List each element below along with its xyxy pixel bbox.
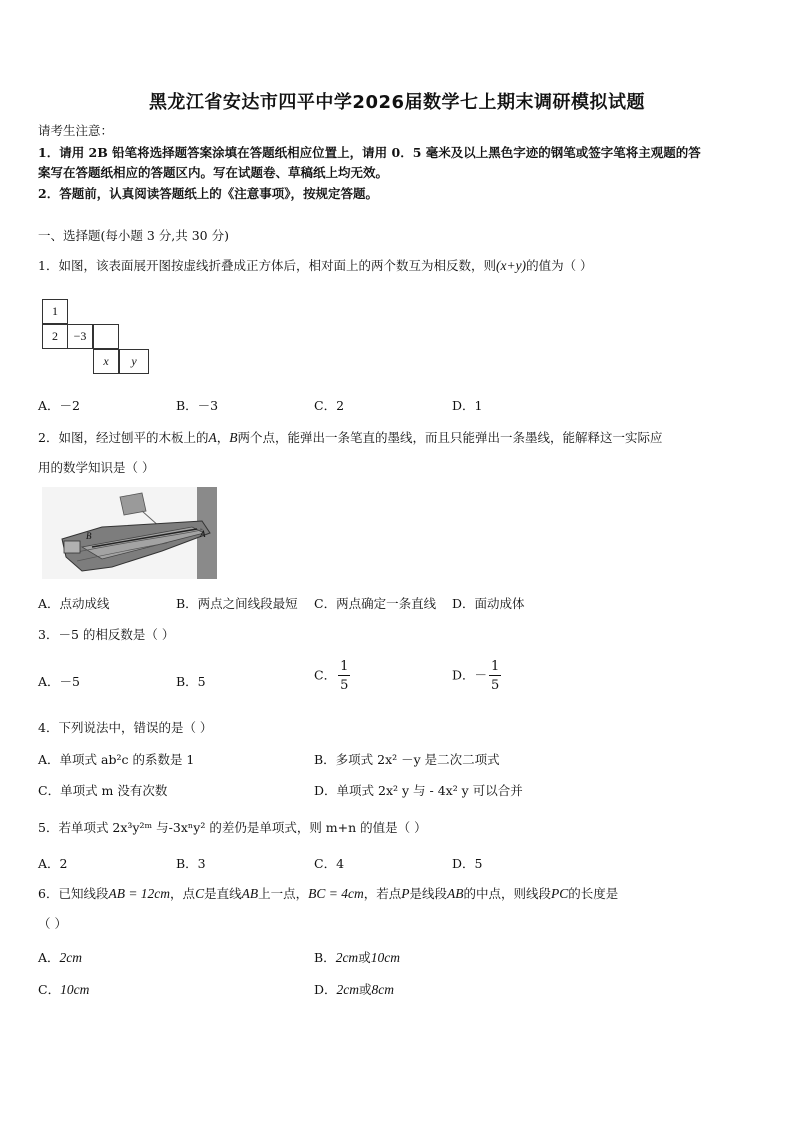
notice-item-2: 2．答题前，认真阅读答题纸上的《注意事项》，按规定答题。 bbox=[38, 186, 378, 201]
question-4-option-d[interactable]: D．单项式 2x² y 与 - 4x² y 可以合并 bbox=[314, 783, 523, 798]
net-cell-x: x bbox=[93, 349, 119, 374]
question-2-text-c: 两个点，能弹出一条笔直的墨线，而且只能弹出一条墨线，能解释这一实际应 bbox=[237, 430, 663, 445]
question-3-option-a[interactable]: A．－5 bbox=[38, 674, 80, 689]
question-6-text-b: ，点 bbox=[170, 886, 196, 901]
net-cell-y: y bbox=[119, 349, 149, 374]
question-2-text-a: 2．如图，经过刨平的木板上的 bbox=[38, 430, 209, 445]
question-5: 5．若单项式 2x³y²ᵐ 与-3xⁿy² 的差仍是单项式，则 m+n 的值是（ ） bbox=[38, 820, 427, 835]
point-b-label: B bbox=[229, 430, 238, 445]
question-4: 4．下列说法中，错误的是（ ） bbox=[38, 720, 213, 735]
question-6-option-c[interactable]: C．10cm bbox=[38, 982, 90, 997]
wooden-board-photo bbox=[42, 487, 217, 579]
notice-item-1-line-2: 案写在答题纸相应的答题区内。写在试题卷、草稿纸上均无效。 bbox=[38, 165, 389, 180]
question-3-option-c[interactable] bbox=[314, 660, 352, 692]
question-1-text-b: 的值为（ ） bbox=[526, 258, 593, 273]
notice-item-1-line-1: 1．请用 2B 铅笔将选择题答案涂填在答题纸相应位置上，请用 0．5 毫米及以上黑色字迹的钢笔或签字笔将主观题的答 bbox=[38, 145, 701, 160]
question-1-text-a: 1．如图，该表面展开图按虚线折叠成正方体后，相对面上的两个数互为相反数，则 bbox=[38, 258, 496, 273]
question-3-option-c-label: C． bbox=[314, 667, 337, 683]
segment-ab-length: AB = 12cm bbox=[108, 886, 171, 901]
question-1-option-c[interactable]: C．2 bbox=[314, 398, 345, 413]
notice-heading: 请考生注意： bbox=[38, 123, 114, 138]
question-5-option-c[interactable]: C．4 bbox=[314, 856, 345, 871]
question-4-option-c[interactable]: C．单项式 m 没有次数 bbox=[38, 783, 168, 798]
net-cell-1: 1 bbox=[42, 299, 68, 324]
question-6-line-1 bbox=[38, 884, 618, 902]
question-3-option-d-label: D．－ bbox=[452, 667, 488, 683]
net-cell-blank bbox=[93, 324, 119, 349]
point-c: C bbox=[195, 886, 205, 901]
net-cell-3: −3 bbox=[67, 324, 93, 349]
question-6-option-a[interactable]: A．2cm bbox=[38, 950, 83, 965]
fraction-one-fifth: $\frac{1}{5}$ bbox=[340, 659, 349, 693]
photo-label-a: A bbox=[200, 529, 206, 539]
question-6-text-a: 6．已知线段 bbox=[38, 886, 109, 901]
question-6-text-g: 是线段 bbox=[409, 886, 447, 901]
question-2-option-d[interactable]: D．面动成体 bbox=[452, 596, 525, 611]
question-1-option-a[interactable]: A．－2 bbox=[38, 398, 80, 413]
segment-pc: PC bbox=[551, 886, 569, 901]
question-1-option-b[interactable]: B．－3 bbox=[176, 398, 219, 413]
question-6-text-i: 的长度是 bbox=[568, 886, 619, 901]
question-6-option-b[interactable]: B．2cm或10cm bbox=[314, 950, 400, 965]
question-6-text-e: 上一点， bbox=[258, 886, 309, 901]
board-illustration bbox=[42, 487, 217, 579]
section-heading: 一、选择题(每小题 3 分,共 30 分) bbox=[38, 228, 229, 243]
segment-bc-length: BC = 4cm bbox=[308, 886, 364, 901]
question-2-line-2: 用的数学知识是（ ） bbox=[38, 460, 155, 475]
question-3: 3．－5 的相反数是（ ） bbox=[38, 627, 175, 642]
question-4-option-b[interactable]: B．多项式 2x² －y 是二次二项式 bbox=[314, 752, 500, 767]
page-title: 黑龙江省安达市四平中学2026届数学七上期末调研模拟试题 bbox=[148, 92, 646, 113]
question-6-option-d[interactable]: D．2cm或8cm bbox=[314, 982, 395, 997]
question-6-text-d: 是直线 bbox=[204, 886, 242, 901]
question-3-option-d[interactable] bbox=[452, 660, 503, 692]
question-2-line-1 bbox=[38, 428, 663, 446]
question-1-expression: (x+y) bbox=[495, 258, 527, 273]
fraction-negative-one-fifth: $\frac{1}{5}$ bbox=[491, 659, 500, 693]
question-6-text-f: ，若点 bbox=[363, 886, 402, 901]
question-2-option-b[interactable]: B．两点之间线段最短 bbox=[176, 596, 298, 611]
point-a-label: A bbox=[208, 430, 217, 445]
question-5-option-d[interactable]: D．5 bbox=[452, 856, 483, 871]
question-6-line-2: （ ） bbox=[38, 916, 67, 931]
question-5-option-a[interactable]: A．2 bbox=[38, 856, 68, 871]
question-6-text-h: 的中点，则线段 bbox=[463, 886, 552, 901]
question-4-option-a[interactable]: A．单项式 ab²c 的系数是 1 bbox=[38, 752, 195, 767]
photo-label-b: B bbox=[86, 531, 92, 541]
question-1-option-d[interactable]: D．1 bbox=[452, 398, 483, 413]
line-ab: AB bbox=[241, 886, 259, 901]
question-2-option-a[interactable]: A．点动成线 bbox=[38, 596, 110, 611]
net-cell-2: 2 bbox=[42, 324, 68, 349]
question-1 bbox=[38, 256, 593, 274]
question-2-text-b: ， bbox=[216, 430, 230, 445]
segment-ab: AB bbox=[447, 886, 464, 901]
question-2-option-c[interactable]: C．两点确定一条直线 bbox=[314, 596, 437, 611]
point-p: P bbox=[401, 886, 410, 901]
question-3-option-b[interactable]: B．5 bbox=[176, 674, 206, 689]
question-5-option-b[interactable]: B．3 bbox=[176, 856, 206, 871]
